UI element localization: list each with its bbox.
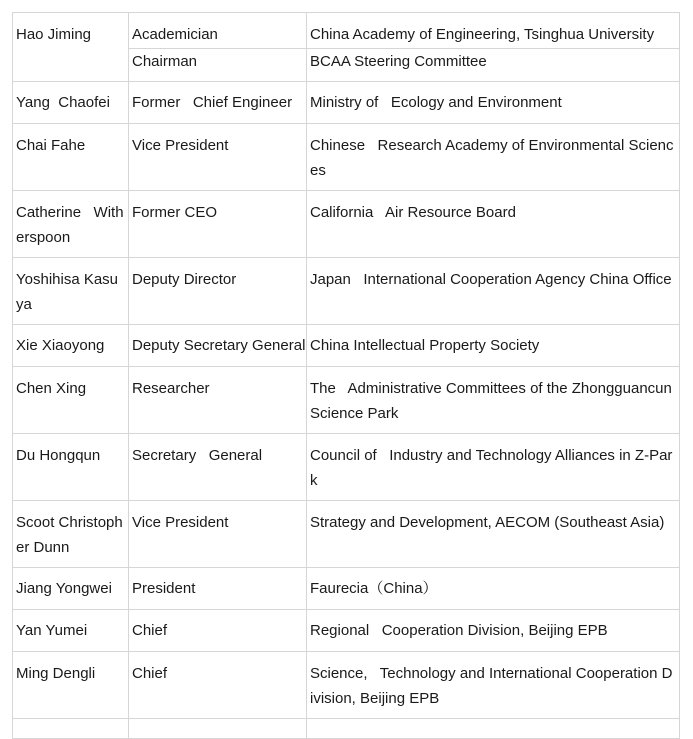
org-cell [307, 610, 680, 652]
person-org: China Intellectual Property Society [310, 337, 540, 354]
person-title: Vice President [132, 137, 229, 154]
person-title: Vice President [132, 514, 229, 531]
title-cell [129, 610, 307, 652]
table-row [13, 258, 680, 325]
title-cell [129, 568, 307, 610]
person-org: Regional Cooperation Division, Beijing EPB [310, 622, 608, 639]
org-cell [307, 191, 680, 258]
person-name: Ming Dengli [16, 665, 96, 682]
person-title: Secretary General [132, 447, 263, 464]
name-cell [13, 367, 129, 434]
person-title: Chief [132, 665, 168, 682]
table-row [13, 719, 680, 739]
person-title: Deputy Secretary General [132, 337, 306, 354]
person-org: Strategy and Development, AECOM (Southeast Asia) [310, 514, 665, 531]
title-cell [129, 13, 307, 82]
name-cell [13, 325, 129, 367]
person-org: The Administrative Committees of the Zhongguancun Science Park [310, 380, 677, 422]
name-cell [13, 13, 129, 82]
org-cell [307, 434, 680, 501]
table-row [13, 124, 680, 191]
name-cell [13, 610, 129, 652]
org-cell [307, 258, 680, 325]
org-cell [307, 82, 680, 124]
title-cell [129, 501, 307, 568]
title-cell [129, 367, 307, 434]
person-title: Deputy Director [132, 271, 237, 288]
title-cell [129, 82, 307, 124]
person-name: Yang Chaofei [16, 94, 110, 111]
person-org: Ministry of Ecology and Environment [310, 94, 562, 111]
table-row [13, 434, 680, 501]
name-cell [13, 82, 129, 124]
empty-cell [13, 719, 129, 739]
name-cell [13, 501, 129, 568]
table-row [13, 325, 680, 367]
person-name: Xie Xiaoyong [16, 337, 105, 354]
table-row [13, 610, 680, 652]
person-title: Former Chief Engineer [132, 94, 293, 111]
person-name: Chai Fahe [16, 137, 86, 154]
name-cell [13, 124, 129, 191]
name-cell [13, 434, 129, 501]
person-org: Chinese Research Academy of Environmental Sciences [310, 137, 674, 179]
person-name: Jiang Yongwei [16, 580, 112, 597]
org-cell [307, 13, 680, 82]
person-title: Former CEO [132, 204, 218, 221]
person-title: Researcher [132, 380, 210, 397]
person-title: Academician [132, 26, 218, 43]
empty-cell [129, 719, 307, 739]
person-name: Yan Yumei [16, 622, 88, 639]
table-row [13, 501, 680, 568]
person-org: Science, Technology and International Cooperation Division, Beijing EPB [310, 665, 673, 707]
table-row [13, 652, 680, 719]
person-title-secondary: Chairman [129, 48, 306, 74]
table-row [13, 568, 680, 610]
person-name: Du Hongqun [16, 447, 101, 464]
table-row [13, 82, 680, 124]
org-cell [307, 367, 680, 434]
person-name: Scoot Christopher Dunn [16, 514, 123, 556]
person-org: Japan International Cooperation Agency China Office [310, 271, 672, 288]
title-cell [129, 434, 307, 501]
person-org: Council of Industry and Technology Alliances in Z-Park [310, 447, 673, 489]
participants-table [12, 12, 680, 739]
person-title: Chief [132, 622, 168, 639]
table-row [13, 367, 680, 434]
name-cell [13, 258, 129, 325]
org-cell [307, 501, 680, 568]
person-name: Hao Jiming [16, 26, 92, 43]
org-cell [307, 325, 680, 367]
org-cell [307, 568, 680, 610]
person-title: President [132, 580, 196, 597]
person-name: Chen Xing [16, 380, 87, 397]
title-cell [129, 258, 307, 325]
name-cell [13, 191, 129, 258]
person-org: China Academy of Engineering, Tsinghua University [310, 26, 655, 43]
table-row [13, 191, 680, 258]
title-cell [129, 652, 307, 719]
title-cell [129, 124, 307, 191]
title-cell [129, 191, 307, 258]
table-row [13, 13, 680, 82]
title-cell [129, 325, 307, 367]
empty-cell [307, 719, 680, 739]
name-cell [13, 568, 129, 610]
person-name: Catherine Witherspoon [16, 204, 124, 246]
person-org: California Air Resource Board [310, 204, 516, 221]
org-cell [307, 124, 680, 191]
person-name: Yoshihisa Kasuya [16, 271, 119, 313]
org-cell [307, 652, 680, 719]
person-org-secondary: BCAA Steering Committee [307, 48, 679, 74]
name-cell [13, 652, 129, 719]
person-org: Faurecia（China） [310, 580, 438, 597]
